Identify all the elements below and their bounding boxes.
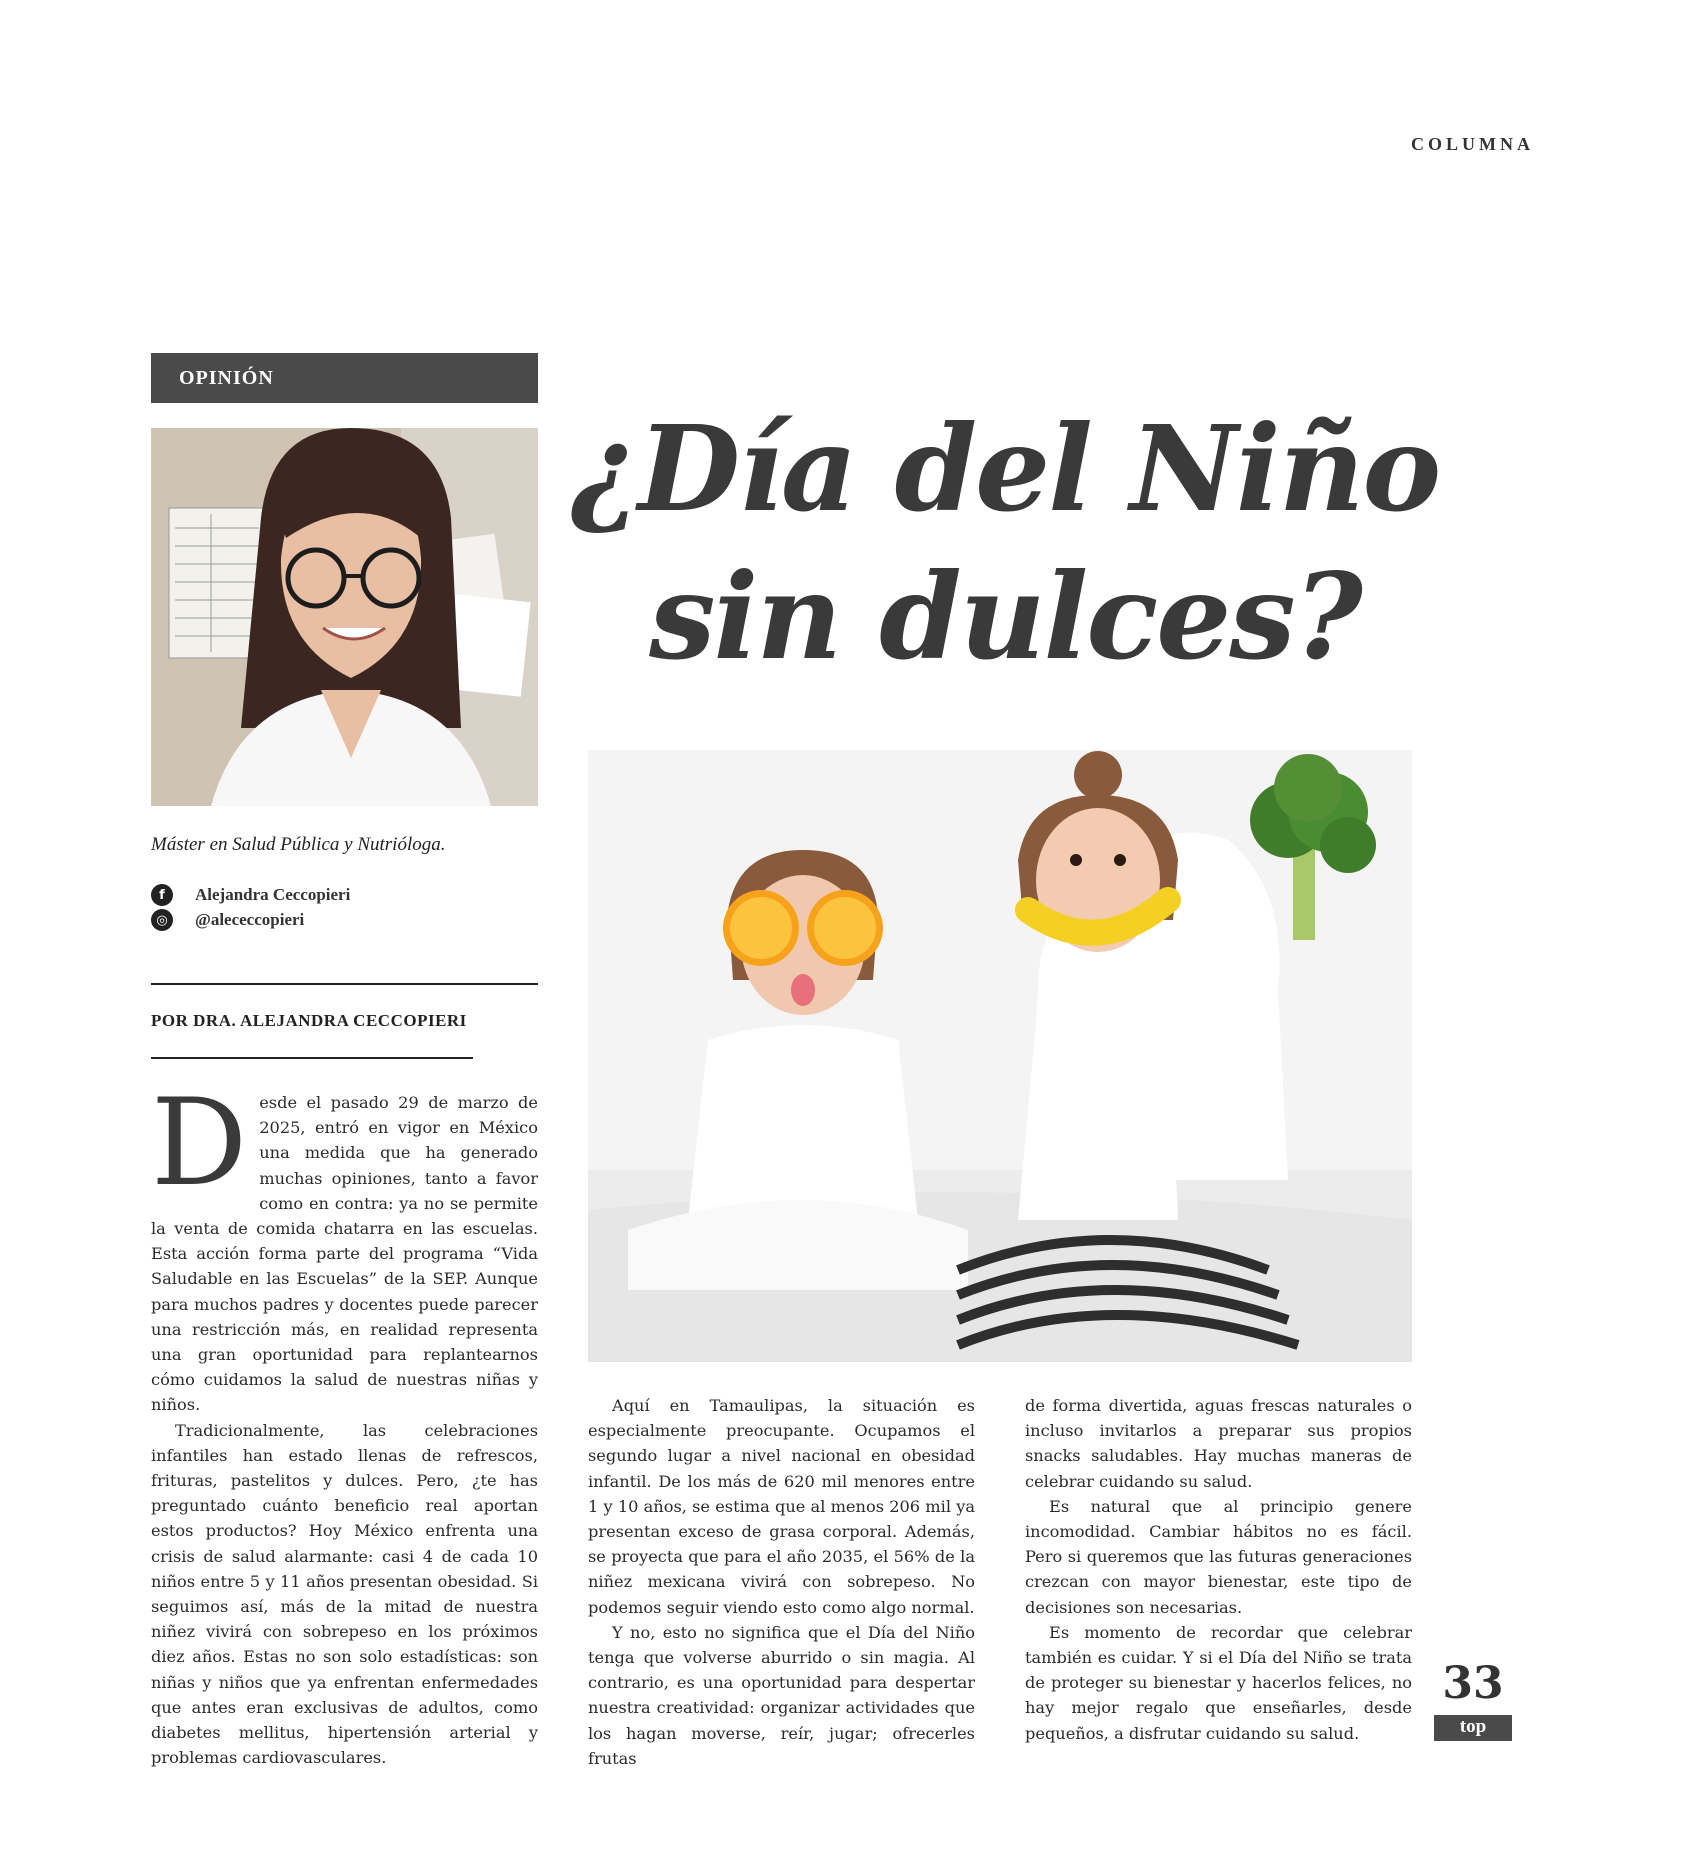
opinion-badge: OPINIÓN <box>151 353 538 403</box>
paragraph-text: esde el pasado 29 de marzo de 2025, entró en vigor en México una medida que ha generado muchas opiniones, tanto a favor como en contra: ya no se permite la venta de comida chatarra en las escuelas. Esta acción forma parte del programa “Vida Saludable en las Escuelas” de la SEP. Aunque para muchos padres y docentes puede parecer una restricción más, en realidad representa una gran oportunidad para replantearnos cómo cuidamos la salud de nuestras niñas y niños. <box>151 1093 538 1415</box>
instagram-icon: ◎ <box>151 909 173 931</box>
facebook-link[interactable] <box>151 884 350 906</box>
instagram-handle: @alececcopieri <box>195 910 305 929</box>
article-column-3 <box>1025 1393 1412 1746</box>
author-credentials: Máster en Salud Pública y Nutrióloga. <box>151 834 446 855</box>
facebook-handle: Alejandra Ceccopieri <box>195 885 351 904</box>
paragraph: Es momento de recordar que celebrar también es cuidar. Y si el Día del Niño se trata de proteger su bienestar y hacerlos felices, no hay mejor regalo que enseñarles, desde pequeños, a disfrutar cuidando su salud. <box>1025 1622 1412 1743</box>
instagram-link[interactable] <box>151 909 304 931</box>
dropcap: D <box>151 1074 248 1213</box>
byline: POR DRA. ALEJANDRA CECCOPIERI <box>151 1011 467 1030</box>
paragraph: Es natural que al principio genere incomodidad. Cambiar hábitos no es fácil. Pero si queremos que las futuras generaciones crezcan con mayor bienestar, este tipo de decisiones son necesarias. <box>1025 1496 1412 1617</box>
paragraph: Tradicionalmente, las celebraciones infantiles han estado llenas de refrescos, frituras, pastelitos y dulces. Pero, ¿te has preguntado cuánto beneficio real aportan estos productos? Hoy México enfrenta una crisis de salud alarmante: casi 4 de cada 10 niños entre 5 y 11 años presentan obesidad. Si seguimos así, más de la mitad de nuestra niñez vivirá con sobrepeso en los próximos diez años. Estas no son solo estadísticas: son niñas y niños que ya enfrentan enfermedades que antes eran exclusivas de adultos, como diabetes mellitus, hipertensión arterial y problemas cardiovasculares. <box>151 1420 538 1768</box>
facebook-icon: f <box>151 884 173 906</box>
magazine-brand: top <box>1434 1715 1512 1741</box>
page-number: 33 <box>1442 1658 1504 1709</box>
divider-bottom <box>151 1057 473 1059</box>
author-photo <box>151 428 538 806</box>
headline <box>570 395 1440 691</box>
paragraph: Aquí en Tamaulipas, la situación es especialmente preocupante. Ocupamos el segundo lugar a nivel nacional en obesidad infantil. De los más de 620 mil menores entre 1 y 10 años, se estima que al menos 206 mil ya presentan exceso de grasa corporal. Además, se proyecta que para el año 2035, el 56% de la niñez mexicana vivirá con sobrepeso. No podemos seguir viendo esto como algo normal. <box>588 1396 975 1617</box>
article-column-2 <box>588 1393 975 1771</box>
section-label: COLUMNA <box>1411 134 1534 154</box>
headline-line-2: sin dulces? <box>649 547 1361 686</box>
hero-photo <box>588 750 1412 1362</box>
divider-top <box>151 983 538 985</box>
paragraph <box>151 1074 538 1418</box>
paragraph: de forma divertida, aguas frescas naturales o incluso invitarlos a preparar sus propios snacks saludables. Hay muchas maneras de celebrar cuidando su salud. <box>1025 1396 1412 1491</box>
paragraph: Y no, esto no significa que el Día del Niño tenga que volverse aburrido o sin magia. Al contrario, es una oportunidad para despertar nuestra creatividad: organizar actividades que los hagan moverse, reír, jugar; ofrecerles frutas <box>588 1622 975 1768</box>
headline-line-1: ¿Día del Niño <box>570 399 1440 538</box>
article-column-1 <box>151 1074 538 1770</box>
